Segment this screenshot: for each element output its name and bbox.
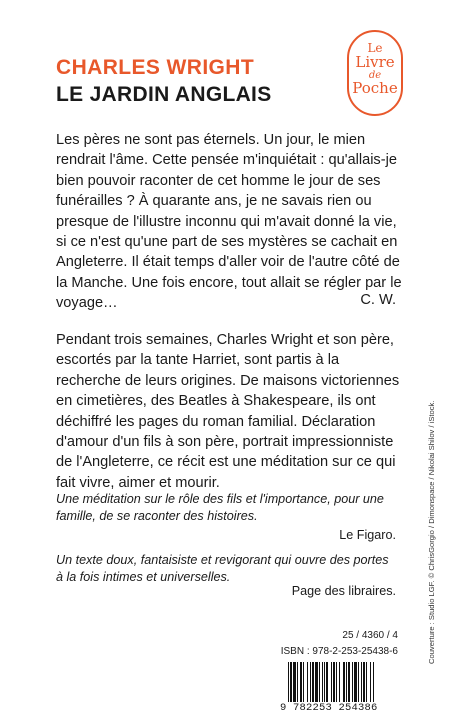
press-quote-source: Le Figaro. [339,528,396,542]
book-title: LE JARDIN ANGLAIS [56,83,272,106]
blurb-paragraph-2: Pendant trois semaines, Charles Wright et son père, escortés par la tante Harriet, sont partis à la recherche de leurs origines. De maisons victoriennes en cimetières, des Beatles à Shakespeare, ils ont déchiffré les pages du roman familial. Déclaration d'amour d'un fils à son père, portrait impressionniste de l'Angleterre, ce récit est une méditation sur ce qui fait vivre, aimer et mourir. [56,332,400,491]
catalog-code: 25 / 4360 / 4 [342,630,398,641]
cover-credit [427,400,439,664]
logo-text-le: Le [367,41,383,55]
logo-text-de: de [368,70,382,81]
blurb-paragraph-1: Les pères ne sont pas éternels. Un jour, le mien rendrait l'âme. Cette pensée m'inquiétait : qu'allais-je bien pouvoir raconter de cet homme le jour de ses funérailles ? À quarante ans, je ne savais rien ou presque de l'illustre inconnu qui m'avait donné la vie, si ce n'est qu'une part de ses mystères se cachait en Angleterre. Il était temps d'aller voir de l'autre côté de la Manche. Une fois encore, tout allait se régler par le voyage… [56,132,402,312]
author-signature: C. W. [360,292,396,308]
press-quote: Un texte doux, fantaisiste et revigorant qui ouvre des portes à la fois intimes et universelles. [56,553,389,584]
publisher-logo [347,30,403,116]
press-quote-source: Page des libraires. [291,584,396,598]
logo-text-poche: Poche [352,79,398,97]
author-name: CHARLES WRIGHT [56,56,255,79]
cover-header [56,56,272,108]
cover-credit-text: Couverture : Studio LGF. © ChrisGorgio / Dimonspace / Nikolai Shilov / iStock. [427,400,436,664]
barcode-digits: 9 782253 254386 [280,702,378,714]
press-quote: Une méditation sur le rôle des fils et l'importance, pour une famille, de se raconter des histoires. [56,492,384,523]
logo-text-livre: Livre [355,53,395,71]
barcode-image [288,662,400,706]
isbn-number: ISBN : 978-2-253-25438-6 [280,646,398,657]
